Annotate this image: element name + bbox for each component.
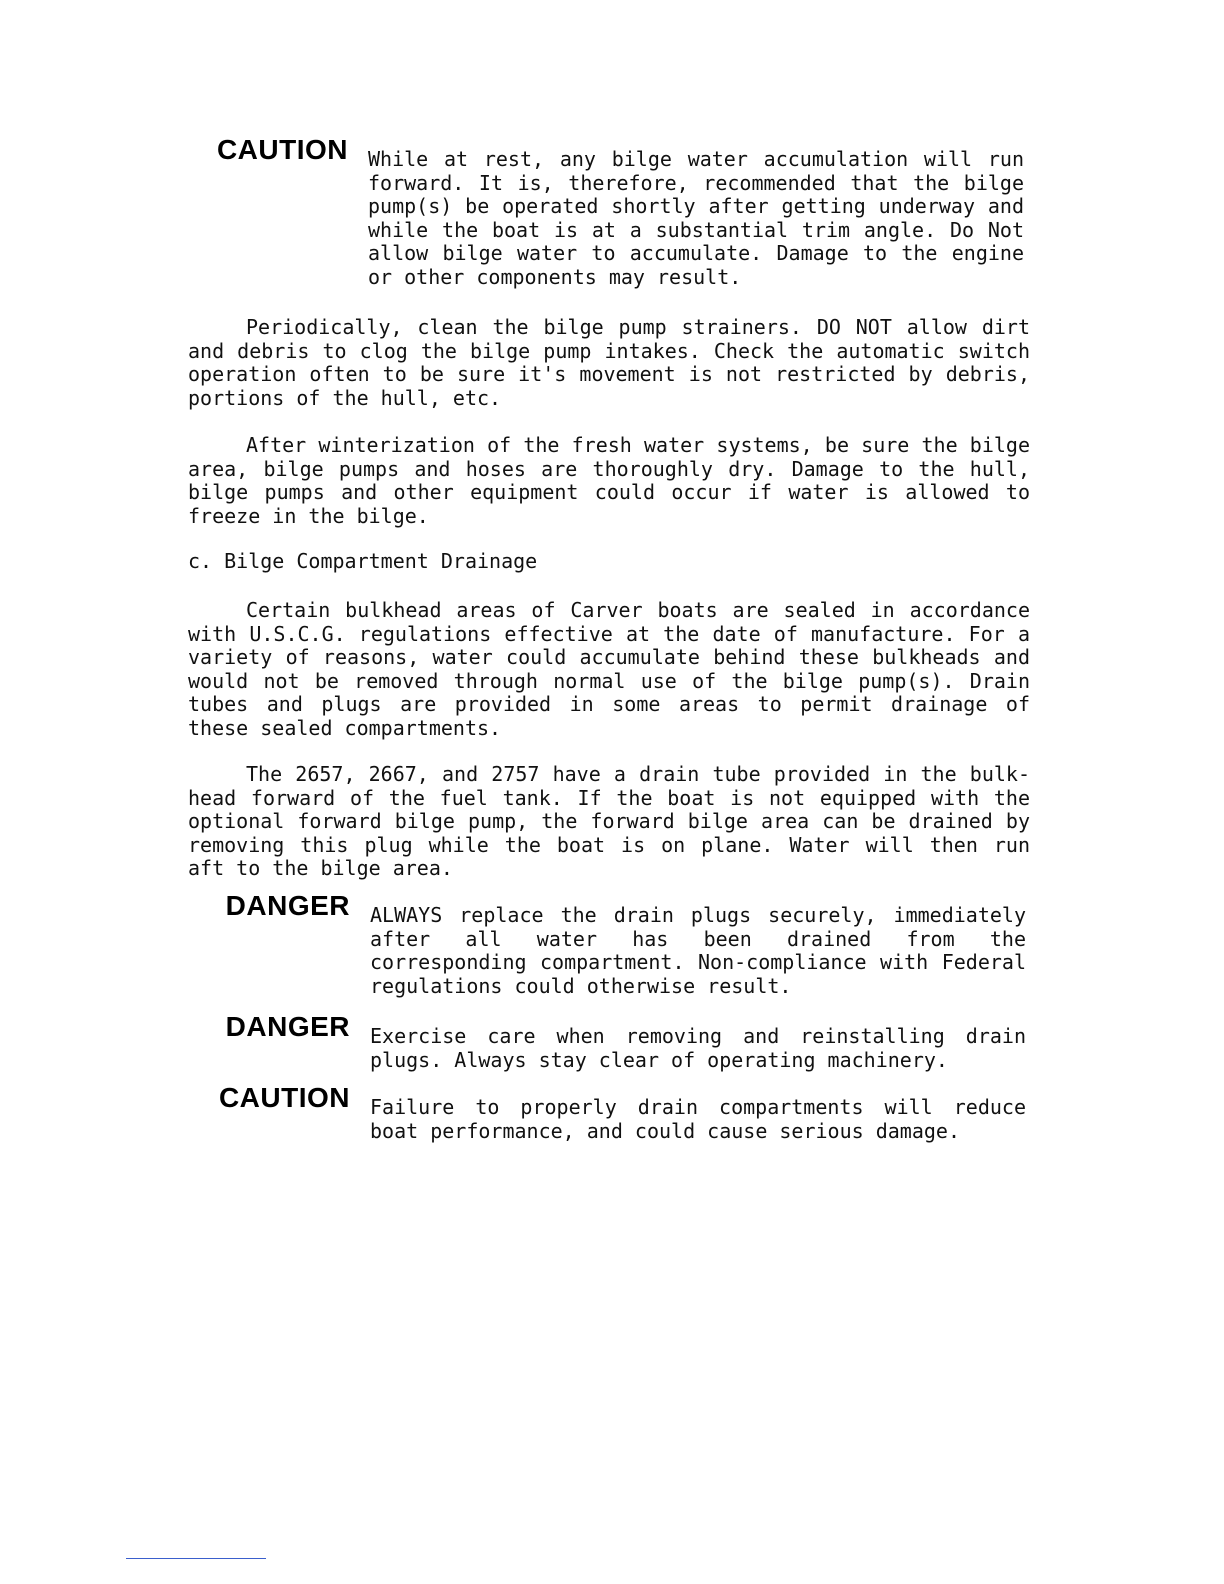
paragraph-winterization-text: After winterization of the fresh water systems, be sure the bilge area, bilge pumps and hoses are thoroughly dry. Damage to the hull, bilge pumps and other equipment could occur if water is allowed to freeze in the bilge.: [188, 433, 1030, 528]
footer-rule: [126, 1558, 266, 1559]
danger-label: DANGER: [225, 1011, 350, 1042]
caution-notice-performance: [200, 1082, 1026, 1143]
paragraph-bulkheads-text: Certain bulkhead areas of Carver boats are sealed in accordance with U.S.C.G. regulations effective at the date of manufacture. For a variety of reasons, water could accumulate behind these bulkheads and would not be removed through normal use of the bilge pump(s). Drain tubes and plugs are provided in some areas to permit drainage of these sealed compartments.: [188, 598, 1030, 740]
caution-text: While at rest, any bilge water accumulation will run forward. It is, therefore, recommended that the bilge pump(s) be operated shortly after getting underway and while the boat is at a substantial trim angle. Do Not allow bilge water to accumulate. Damage to the engine or other components may result.: [368, 147, 1024, 289]
caution-label: CAUTION: [216, 134, 348, 165]
danger-text: ALWAYS replace the drain plugs securely, immediately after all water has been drained from the corresponding compartment. Non-compliance with Federal regulations could otherwise result.: [370, 903, 1026, 998]
caution-label: CAUTION: [218, 1082, 350, 1113]
paragraph-strainers-text: Periodically, clean the bilge pump strainers. DO NOT allow dirt and debris to clog the bilge pump intakes. Check the automatic switch operation often to be sure it's movement is not restricted by debris, portions of the hull, etc.: [188, 315, 1030, 410]
paragraph-winterization: [188, 434, 1030, 528]
section-heading: c. Bilge Compartment Drainage: [188, 549, 538, 573]
caution-text: Failure to properly drain compartments will reduce boat performance, and could cause serious damage.: [370, 1095, 1026, 1143]
danger-label: DANGER: [225, 890, 350, 921]
danger-text: Exercise care when removing and reinstalling drain plugs. Always stay clear of operating machinery.: [370, 1024, 1026, 1072]
paragraph-drain-tube-text: The 2657, 2667, and 2757 have a drain tube provided in the bulk-head forward of the fuel tank. If the boat is not equipped with the optional forward bilge pump, the forward bilge area can be drained by removing this plug while the boat is on plane. Water will then run aft to the bilge area.: [188, 762, 1030, 880]
paragraph-bulkheads: [188, 599, 1030, 740]
danger-notice-machinery: [200, 1011, 1026, 1072]
danger-notice-plugs: [200, 890, 1026, 998]
paragraph-drain-tube: [188, 763, 1030, 881]
caution-notice: [198, 134, 1024, 289]
paragraph-strainers: [188, 316, 1030, 410]
